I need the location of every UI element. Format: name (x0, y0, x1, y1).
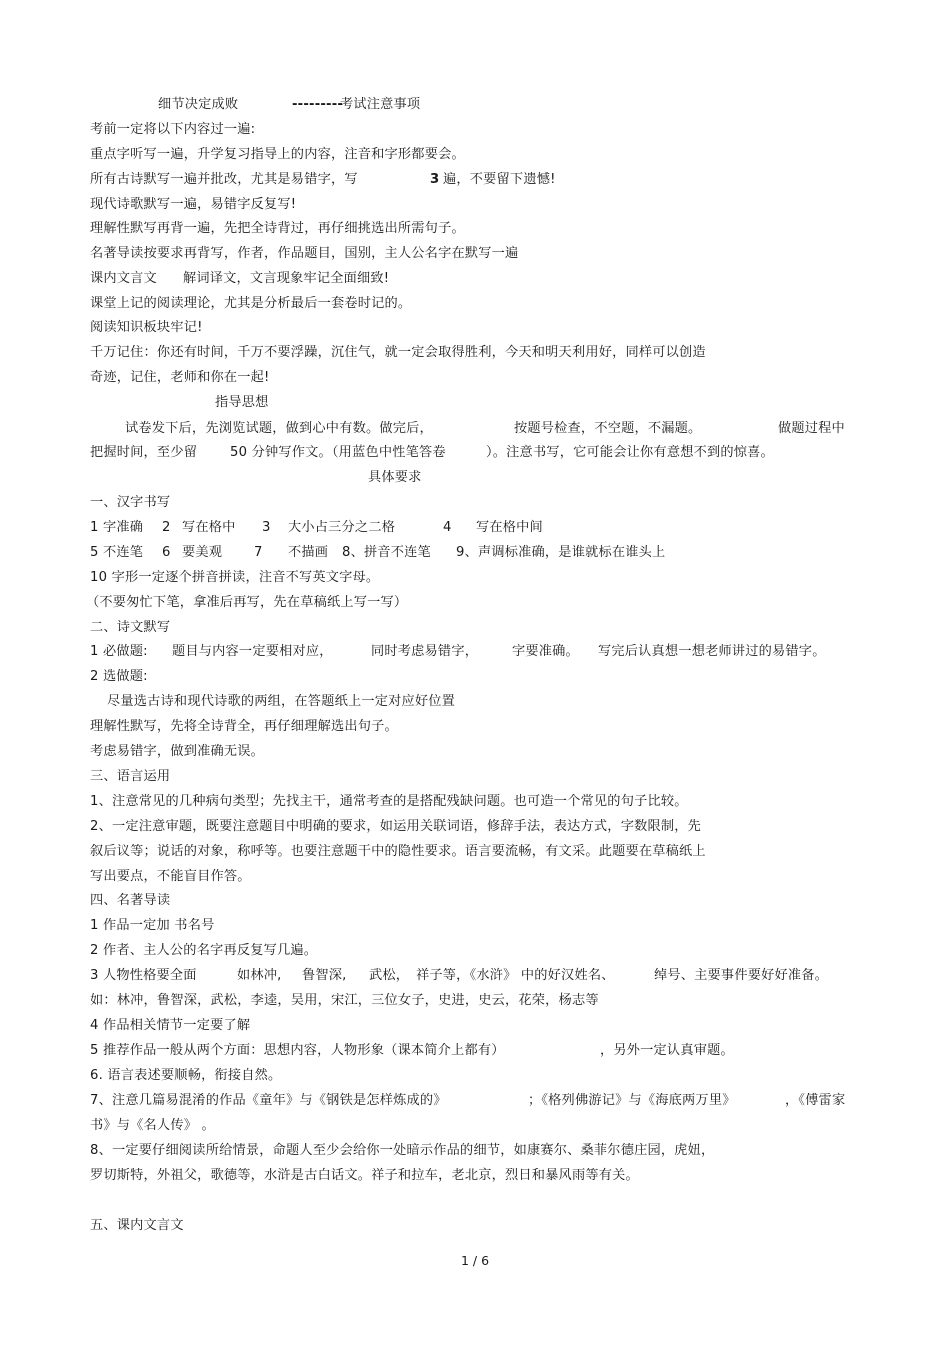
item-text: 6 (162, 545, 171, 560)
item-text: 2 作者、主人公的名字再反复写几遍。 (90, 943, 318, 958)
guide-text: ）。注意书写，它可能会让你有意想不到的惊喜。 (486, 445, 774, 460)
item-text: 鲁智深, (302, 968, 347, 983)
item-text: 3 (262, 520, 271, 535)
section-heading: 五、课内文言文 (90, 1218, 184, 1233)
item-text: 如林冲, (237, 968, 282, 983)
page-number: 1 / 6 (460, 1253, 490, 1268)
item-text: 1 字准确 (90, 520, 144, 535)
item-text: 2 选做题: (90, 669, 148, 684)
item-text: 5 不连笔 (90, 545, 144, 560)
guide-text: 做题过程中 (778, 421, 845, 436)
intro-line: 课堂上记的阅读理论，尤其是分析最后一套卷时记的。 (90, 296, 412, 311)
item-text: 7、注意几篇易混淆的作品《童年》与《钢铁是怎样炼成的》 (90, 1093, 447, 1108)
item-text: 8、一定要仔细阅读所给情景，命题人至少会给你一处暗示作品的细节，如康赛尔、桑菲尔德庄园，虎妞， (90, 1143, 715, 1158)
item-text: 武松， (369, 968, 410, 983)
item-text: 1 作品一定加 书名号 (90, 918, 215, 933)
item-text: 2、一定注意审题，既要注意题目中明确的要求，如运用关联词语，修辞手法，表达方式，字数限制，先 (90, 819, 702, 834)
intro-line: 遍，不要留下遗憾! (443, 172, 556, 187)
item-text: 尽量选古诗和现代诗歌的两组，在答题纸上一定对应好位置 (107, 694, 456, 709)
guide-text: 把握时间，至少留 (90, 445, 198, 460)
item-text: 写在格中 (182, 520, 236, 535)
section-heading: 三、语言运用 (90, 769, 171, 784)
section-heading: 一、汉字书写 (90, 495, 171, 510)
guide-text: 试卷发下后，先浏览试题，做到心中有数。做完后， (125, 421, 433, 436)
item-text: 要美观 (182, 545, 223, 560)
intro-line: 阅读知识板块牢记! (90, 320, 203, 335)
item-text: 题目与内容一定要相对应， (172, 644, 333, 659)
item-text: 写完后认真想一想老师讲过的易错字。 (598, 644, 826, 659)
guide-heading: 指导思想 (215, 395, 269, 410)
intro-line: 解词译文，文言现象牢记全面细致! (183, 271, 390, 286)
item-text: 10 字形一定逐个拼音拼读，注音不写英文字母。 (90, 570, 380, 585)
item-text: 书》与《名人传》 。 (90, 1118, 215, 1133)
intro-line: 奇迹，记住，老师和你在一起! (90, 370, 270, 385)
intro-line: 千万记住：你还有时间，千万不要浮躁，沉住气，就一定会取得胜利，今天和明天利用好，同样可以创造 (90, 345, 706, 360)
item-text: 绰号、主要事件要好好准备。 (654, 968, 829, 983)
intro-line: 所有古诗默写一遍并批改，尤其是易错字，写 (90, 172, 358, 187)
item-text: 6. 语言表述要顺畅，衔接自然。 (90, 1068, 282, 1083)
intro-line: 课内文言文 (90, 271, 157, 286)
item-text: 字要准确。 (512, 644, 579, 659)
requirements-heading: 具体要求 (368, 470, 422, 485)
item-text: 写出要点，不能盲目作答。 (90, 869, 251, 884)
item-text: 同时考虑易错字， (371, 644, 479, 659)
title-right: 考试注意事项 (340, 97, 421, 112)
item-text: 3 人物性格要全面 (90, 968, 197, 983)
item-text: 大小占三分之二格 (288, 520, 396, 535)
item-text: 8、拼音不连笔 (342, 545, 431, 560)
item-text: 不描画 (288, 545, 329, 560)
section-heading: 四、名著导读 (90, 893, 171, 908)
item-text: 9、声调标准确，是谁就标在谁头上 (456, 545, 666, 560)
item-text: 4 (443, 520, 452, 535)
intro-line: 现代诗歌默写一遍，易错字反复写! (90, 197, 297, 212)
item-text: 2 (162, 520, 171, 535)
intro-line: 重点字听写一遍，升学复习指导上的内容，注音和字形都要会。 (90, 147, 465, 162)
intro-line: 名著导读按要求再背写，作者，作品题目，国别，主人公名字在默写一遍 (90, 246, 519, 261)
item-text: 祥子等，《水浒》 中的好汉姓名、 (416, 968, 615, 983)
item-text: 如：林冲，鲁智深，武松，李逵，吴用，宋江，三位女子，史进，史云，花荣，杨志等 (90, 993, 599, 1008)
title-dashes: --------- (292, 97, 344, 112)
item-text: 4 作品相关情节一定要了解 (90, 1018, 251, 1033)
item-text: （不要匆忙下笔，拿准后再写，先在草稿纸上写一写） (86, 595, 408, 610)
item-text: 写在格中间 (476, 520, 543, 535)
item-text: 叙后议等；说话的对象，称呼等。也要注意题干中的隐性要求。语言要流畅，有文采。此题要在草稿纸上 (90, 844, 706, 859)
item-text: 理解性默写，先将全诗背全，再仔细理解选出句子。 (90, 719, 398, 734)
item-text: ，《傅雷家 (785, 1093, 846, 1108)
section-heading: 二、诗文默写 (90, 620, 171, 635)
item-text: 考虑易错字，做到准确无误。 (90, 744, 265, 759)
item-text: 罗切斯特，外祖父，歌德等，水浒是古白话文。祥子和拉车，老北京，烈日和暴风雨等有关。 (90, 1168, 639, 1183)
item-text: 7 (254, 545, 263, 560)
item-text: ，另外一定认真审题。 (600, 1043, 734, 1058)
item-text: 5 推荐作品一般从两个方面：思想内容，人物形象（课本简介上都有） (90, 1043, 505, 1058)
item-text: 1、注意常见的几种病句类型；先找主干，通常考查的是搭配残缺问题。也可造一个常见的句子比较。 (90, 794, 688, 809)
guide-text: 50 分钟写作文。（用蓝色中性笔答卷 (230, 445, 446, 460)
item-text: 1 必做题: (90, 644, 148, 659)
guide-text: 按题号检查，不空题，不漏题。 (514, 421, 702, 436)
intro-line: 考前一定将以下内容过一遍: (90, 122, 256, 137)
title-left: 细节决定成败 (158, 97, 239, 112)
intro-line: 理解性默写再背一遍，先把全诗背过，再仔细挑选出所需句子。 (90, 221, 465, 236)
intro-emphasis: 3 (430, 172, 440, 187)
item-text: ；《格列佛游记》与《海底两万里》 (528, 1093, 736, 1108)
